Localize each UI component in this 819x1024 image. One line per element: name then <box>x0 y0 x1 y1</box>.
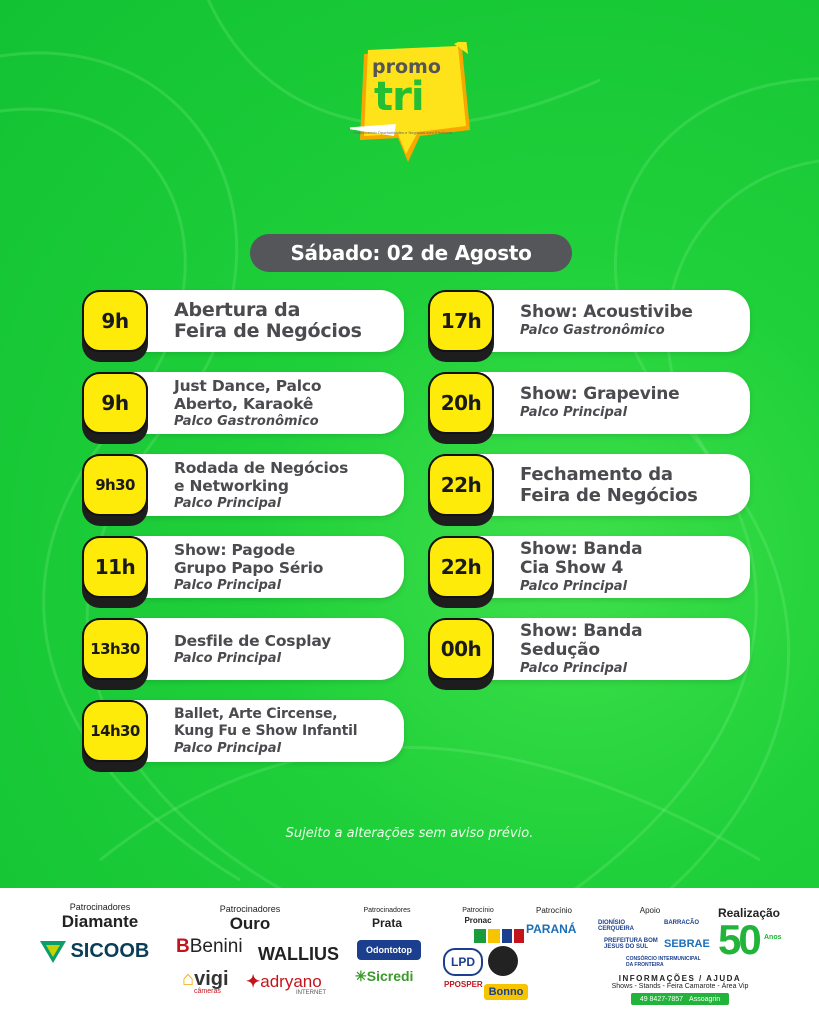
time-badge-shadow <box>82 700 148 772</box>
event-time: 9h <box>82 290 148 352</box>
time-badge-shadow <box>428 372 494 444</box>
sponsor-label: Patrocinadores <box>219 904 281 914</box>
sponsor-label: Patrocínio <box>535 906 573 915</box>
event-place: Palco Principal <box>174 495 282 511</box>
adryano-logo <box>246 972 326 996</box>
sicredi-icon: ✳ <box>355 968 367 984</box>
parana-logo: PARANÁ <box>526 922 577 936</box>
event-place: Palco Principal <box>520 405 628 420</box>
sicredi-text: Sicredi <box>366 968 414 984</box>
odontotop-logo: Odontotop <box>357 940 421 960</box>
sponsor-label: Patrocinadores <box>363 907 411 914</box>
event-place: Palco Principal <box>174 740 282 756</box>
event-title-line1: Just Dance, Palco <box>174 376 322 395</box>
promo-tri-logo <box>350 42 476 166</box>
time-badge-shadow <box>428 536 494 608</box>
event-card <box>84 700 404 762</box>
disclaimer: Sujeito a alterações sem aviso prévio. <box>285 826 534 841</box>
pposper-logo: PPOSPER <box>444 980 483 989</box>
pronac-brasil-logo <box>474 928 524 942</box>
time-badge-shadow <box>428 454 494 526</box>
time-badge-shadow <box>82 454 148 526</box>
benini-icon: B <box>176 936 190 957</box>
event-place: Palco Principal <box>520 578 628 594</box>
event-title-line1: Fechamento da <box>520 464 673 485</box>
time-badge-shadow <box>82 290 148 362</box>
event-title-line2: Cia Show 4 <box>520 557 624 578</box>
vigi-sub: câmeras <box>194 988 221 995</box>
bonno-logo: Bonno <box>484 984 528 1000</box>
fifty-years-sub: Anos <box>764 934 782 941</box>
event-place: Palco Gastronômico <box>174 413 319 429</box>
consorcio-logo: CONSÓRCIO INTERMUNICIPAL DA FRONTEIRA <box>626 956 701 968</box>
event-card <box>430 536 750 598</box>
event-title-line2: Feira de Negócios <box>174 320 362 342</box>
event-title-line1: Show: Banda <box>520 538 643 559</box>
event-card <box>84 454 404 516</box>
sicoob-text: SICOOB <box>70 940 150 962</box>
sponsor-tier: Pronac <box>464 916 492 925</box>
sponsor-ouro <box>205 904 295 933</box>
time-badge-shadow <box>428 618 494 690</box>
time-badge-shadow <box>82 536 148 608</box>
event-card <box>84 372 404 434</box>
event-title-line1: Show: Grapevine <box>520 384 680 404</box>
adryano-icon: ✦ <box>246 972 261 991</box>
event-place: Palco Principal <box>520 660 628 676</box>
time-badge-shadow <box>82 372 148 444</box>
event-title-line1: Show: Pagode <box>174 540 296 559</box>
lpd-logo: LPD <box>443 948 483 976</box>
event-time: 13h30 <box>82 618 148 680</box>
event-title-line2: Grupo Papo Sério <box>174 558 324 577</box>
vigi-logo <box>182 968 229 995</box>
sponsor-tier: Prata <box>371 916 403 930</box>
event-title-line2: Kung Fu e Show Infantil <box>174 722 358 739</box>
event-title-line1: Show: Banda <box>520 620 643 641</box>
info-block <box>580 974 780 1005</box>
sponsor-diamante <box>40 902 160 931</box>
dionisio-logo: DIONÍSIO CERQUEIRA <box>598 920 635 932</box>
event-card <box>84 290 404 352</box>
event-time: 17h <box>428 290 494 352</box>
bomjesus-logo: PREFEITURA BOM JESUS DO SUL <box>604 938 658 950</box>
event-title-line2: Aberto, Karaokê <box>174 394 314 413</box>
sicoob-logo <box>40 940 149 963</box>
benini-text: Benini <box>189 936 243 957</box>
event-place: Palco Principal <box>174 650 282 666</box>
event-card <box>84 536 404 598</box>
event-time: 20h <box>428 372 494 434</box>
vigi-icon: ⌂ <box>182 968 195 990</box>
event-time: 14h30 <box>82 700 148 762</box>
event-title-line1: Desfile de Cosplay <box>174 631 332 650</box>
sponsor-label: Realização <box>717 906 781 920</box>
info-phone-bar <box>631 993 729 1005</box>
logo-tagline: Promovendo Oportunidades e Negócios com Eficiência <box>354 130 453 135</box>
date-header: Sábado: 02 de Agosto <box>250 234 572 272</box>
sponsor-patrocinio <box>526 906 582 916</box>
event-title-line1: Ballet, Arte Circense, <box>174 705 338 722</box>
logo-word-promo: promo <box>372 56 441 78</box>
event-card <box>84 618 404 680</box>
event-title-line2: Feira de Negócios <box>520 485 698 506</box>
sponsor-label: Patrocínio <box>462 907 494 914</box>
info-phone: 49 8427-7857 <box>639 995 684 1003</box>
event-card <box>430 454 750 516</box>
event-title-line1: Abertura da <box>174 299 301 321</box>
event-time: 11h <box>82 536 148 598</box>
sicoob-icon <box>40 941 66 963</box>
event-title-line1: Rodada de Negócios <box>174 458 349 477</box>
barracao-logo: BARRACÃO <box>664 920 699 926</box>
sicredi-logo <box>355 968 413 985</box>
sponsor-apoio <box>620 906 680 916</box>
event-time: 22h <box>428 536 494 598</box>
sponsor-prata <box>352 906 422 930</box>
event-title-line2: Sedução <box>520 639 600 660</box>
info-title: INFORMAÇÕES / AJUDA <box>618 974 742 983</box>
adryano-text: adryano <box>260 972 322 991</box>
info-org: Assoagrin <box>689 995 721 1003</box>
wallius-logo: WALLIUS <box>258 944 339 964</box>
event-time: 9h <box>82 372 148 434</box>
benini-logo <box>176 936 243 958</box>
adryano-sub: INTERNET <box>296 990 326 996</box>
fifty-years-logo: 50 <box>718 916 759 963</box>
time-badge-shadow <box>82 618 148 690</box>
sponsor-label: Patrocinadores <box>69 902 131 912</box>
event-title-line1: Show: Acoustivibe <box>520 302 693 322</box>
event-card <box>430 618 750 680</box>
logo-word-tri: tri <box>374 74 424 120</box>
pronac-badge-icon <box>488 946 518 976</box>
sponsor-tier: Ouro <box>229 914 271 933</box>
event-time: 00h <box>428 618 494 680</box>
event-title-line2: e Networking <box>174 476 289 495</box>
sponsors-footer <box>0 888 819 1024</box>
event-time: 9h30 <box>82 454 148 516</box>
vigi-text: vigi <box>194 968 229 990</box>
sponsor-label: Apoio <box>639 906 661 915</box>
sebrae-logo: SEBRAE <box>664 938 710 950</box>
sponsor-tier: Diamante <box>61 912 139 931</box>
time-badge-shadow <box>428 290 494 362</box>
event-card <box>430 372 750 434</box>
event-place: Palco Principal <box>174 577 282 593</box>
info-services: Shows - Stands - Feira Camarote - Área Vip <box>611 983 749 990</box>
event-place: Palco Gastronômico <box>520 323 665 338</box>
event-time: 22h <box>428 454 494 516</box>
sponsor-pronac <box>450 906 506 925</box>
event-card <box>430 290 750 352</box>
